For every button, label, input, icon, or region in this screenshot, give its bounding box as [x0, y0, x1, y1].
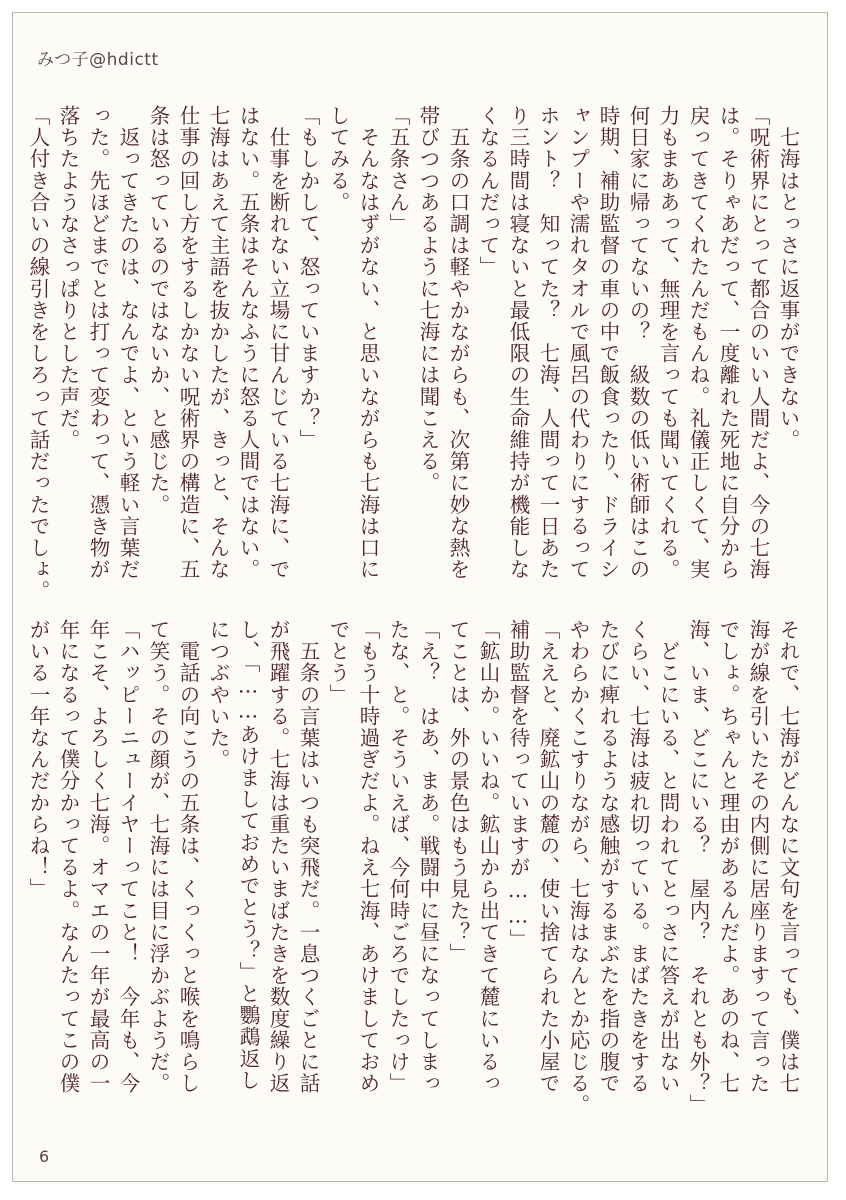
page-number: 6 — [39, 1147, 50, 1166]
text-column: くらい、七海は疲れ切っている。まばたきをする — [626, 619, 650, 1095]
text-column: 落ちたようなさっぱりとした声だ。 — [56, 105, 80, 451]
author-header: みつ子@hdictt — [37, 50, 159, 70]
text-column: 「呪術界にとって都合のいい人間だよ、今の七海 — [746, 105, 770, 581]
text-column: し、「……あけましておめでとう？」と鸚鵡返し — [236, 619, 260, 1091]
text-column: くなるんだって」 — [476, 105, 500, 278]
text-column: 七海はとっさに返事ができない。 — [776, 105, 800, 451]
text-column: 「鉱山か。いいね。鉱山から出てきて麓にいるっ — [476, 619, 500, 1095]
text-column: 年こそ、よろしく七海。オマエの一年が最高の一 — [86, 619, 110, 1095]
text-column: 五条の言葉はいつも突飛だ。一息つくごとに話 — [296, 619, 320, 1095]
text-column: 戻ってきてくれたんだもんね。礼儀正しくて、実 — [686, 105, 710, 581]
text-column: 五条の口調は軽やかながらも、次第に妙な熱を — [446, 105, 470, 581]
text-column: 何日家に帰ってないの？ 級数の低い術師はこの — [626, 105, 650, 581]
text-column: て笑う。その顔が、七海には目に浮かぶようだ。 — [146, 619, 170, 1095]
text-column: 「人付き合いの線引きをしろって話だったでしょ。 — [26, 105, 50, 602]
text-column: 七海はあえて主語を抜かしたが、きっと、そんな — [206, 105, 230, 581]
text-column: 補助監督を待っていますが……」 — [506, 619, 530, 950]
text-column: それで、七海がどんなに文句を言っても、僕は七 — [776, 619, 800, 1095]
text-column: 仕事の回し方をするしかない呪術界の構造に、五 — [176, 105, 200, 581]
text-column: してみる。 — [326, 105, 350, 213]
text-column: でしょ。ちゃんと理由があるんだよ。あのね、七 — [716, 619, 740, 1095]
text-column: 仕事を断れない立場に甘んじている七海に、で — [266, 105, 290, 581]
text-column: 「もしかして、怒っていますか？」 — [296, 105, 320, 451]
text-column: 電話の向こうの五条は、くっくっと喉を鳴らし — [176, 619, 200, 1095]
text-column: 海が線を引いたその内側に居座りますって言った — [746, 619, 770, 1095]
text-column: やわらかくこすりながら、七海はなんとか応じる。 — [566, 619, 590, 1116]
text-column: はない。五条はそんなふうに怒る人間ではない。 — [236, 105, 260, 581]
text-column: たびに痺れるような感触がするまぶたを指の腹で — [596, 619, 620, 1095]
text-column: たな、と。そういえば、今何時ごろでしたっけ」 — [386, 619, 410, 1095]
top-text-block — [23, 105, 803, 602]
text-column: ホント？ 知ってた？ 七海、人間って一日あた — [536, 105, 560, 581]
text-column: 帯びつつあるように七海には聞こえる。 — [416, 105, 440, 494]
text-column: 時期、補助監督の車の中で飯食ったり、ドライシ — [596, 105, 620, 581]
text-column: 「ええと、廃鉱山の麓の、使い捨てられた小屋で — [536, 619, 560, 1095]
bottom-text-block — [23, 619, 803, 1116]
book-page — [12, 12, 828, 1182]
text-column: 力もまああって、無理を言っても聞いてくれる。 — [656, 105, 680, 581]
text-column: 「え？ はあ、まあ。戦闘中に昼になってしまっ — [416, 619, 440, 1095]
text-column: った。先ほどまでとは打って変わって、憑き物が — [86, 105, 110, 581]
text-column: そんなはずがない、と思いながらも七海は口に — [356, 105, 380, 581]
text-column: り三時間は寝ないと最低限の生命維持が機能しな — [506, 105, 530, 581]
text-column: 「もう十時過ぎだよ。ねえ七海、あけましておめ — [356, 619, 380, 1095]
text-column: ャンプーや濡れタオルで風呂の代わりにするって — [566, 105, 590, 581]
text-column: 海、いま、どこにいる？ 屋内？ それとも外？」 — [686, 619, 710, 1116]
text-column: 条は怒っているのではないか、と感じた。 — [146, 105, 170, 516]
text-column: どこにいる、と問われてとっさに答えが出ない — [656, 619, 680, 1095]
text-column: 年になるって僕分かってるよ。なんたってこの僕 — [56, 619, 80, 1095]
text-column: 「ハッピーニューイヤーってこと！ 今年も、今 — [116, 619, 140, 1095]
text-column: でとう」 — [326, 619, 350, 706]
text-column: 返ってきたのは、なんでよ、という軽い言葉だ — [116, 105, 140, 581]
text-column: てことは、外の景色はもう見た？」 — [446, 619, 470, 965]
text-column: がいる一年なんだからね！」 — [26, 619, 50, 900]
text-column: が飛躍する。七海は重たいまばたきを数度繰り返 — [266, 619, 290, 1095]
text-column: 「五条さん」 — [386, 105, 410, 235]
text-column: は。そりゃあだって、一度離れた死地に自分から — [716, 105, 740, 581]
text-column: につぶやいた。 — [206, 619, 230, 771]
